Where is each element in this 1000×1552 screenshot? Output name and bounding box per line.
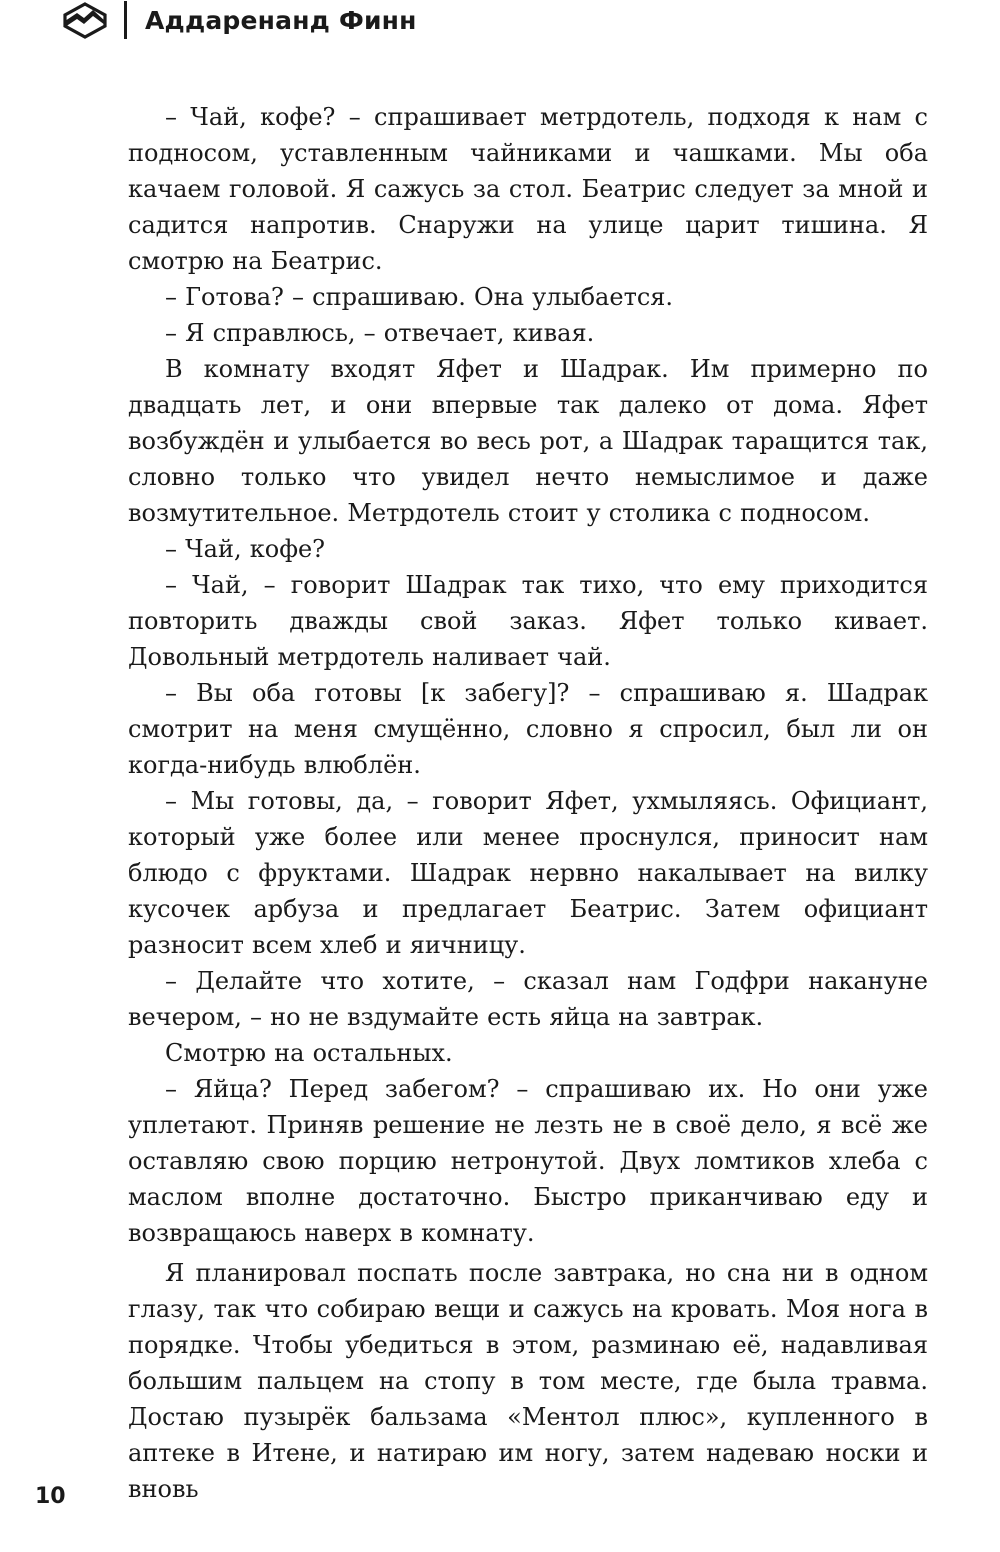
paragraph: Смотрю на остальных. [165, 1039, 453, 1067]
paragraph: – Я справлюсь, – отвечает, кивая. [165, 319, 595, 347]
paragraph: – Чай, кофе? – спрашивает метрдотель, подходя к нам с подносом, уставленным чайниками и чашками. Мы оба качаем головой. Я сажусь за стол. Беатрис следует за мной и садится напротив. Снаружи на улице царит тишина. Я смотрю на Беатрис. [128, 103, 928, 275]
paragraph: – Яйца? Перед забегом? – спрашиваю их. Но они уже уплетают. Приняв решение не лезть не в своё дело, я всё же оставляю свою порцию нетронутой. Двух ломтиков хлеба с маслом вполне достаточно. Быстро приканчиваю еду и возвращаюсь наверх в комнату. [128, 1075, 928, 1247]
running-header [62, 0, 417, 40]
paragraph: В комнату входят Яфет и Шадрак. Им примерно по двадцать лет, и они впервые так далеко от дома. Яфет возбуждён и улыбается во весь рот, а Шадрак таращится так, словно только что увидел нечто немыслимое и даже возмутительное. Метрдотель стоит у столика с подносом. [128, 355, 928, 527]
page-number: 10 [35, 1484, 66, 1509]
paragraph: – Мы готовы, да, – говорит Яфет, ухмыляясь. Официант, который уже более или менее проснулся, приносит нам блюдо с фруктами. Шадрак нервно накалывает на вилку кусочек арбуза и предлагает Беатрис. Затем официант разносит всем хлеб и яичницу. [128, 787, 928, 959]
author-name: Аддаренанд Финн [145, 5, 417, 35]
paragraph: – Чай, кофе? [165, 535, 326, 563]
header-divider [124, 1, 127, 39]
paragraph: – Готова? – спрашиваю. Она улыбается. [165, 283, 674, 311]
mountain-logo-icon [62, 1, 108, 39]
paragraph: Я планировал поспать после завтрака, но сна ни в одном глазу, так что собираю вещи и сажусь на кровать. Моя нога в порядке. Чтобы убедиться в этом, разминаю её, надавливая большим пальцем на стопу в том месте, где была травма. Достаю пузырёк бальзама «Ментол плюс», купленного в аптеке в Итене, и натираю им ногу, затем надеваю носки и вновь [128, 1259, 928, 1503]
paragraph: – Делайте что хотите, – сказал нам Годфри накануне вечером, – но не вздумайте есть яйца на завтрак. [128, 967, 928, 1031]
paragraph: – Чай, – говорит Шадрак так тихо, что ему приходится повторить дважды свой заказ. Яфет только кивает. Довольный метрдотель наливает чай. [128, 571, 928, 671]
body-text [128, 99, 928, 1507]
paragraph: – Вы оба готовы [к забегу]? – спрашиваю я. Шадрак смотрит на меня смущённо, словно я спросил, был ли он когда-нибудь влюблён. [128, 679, 928, 779]
